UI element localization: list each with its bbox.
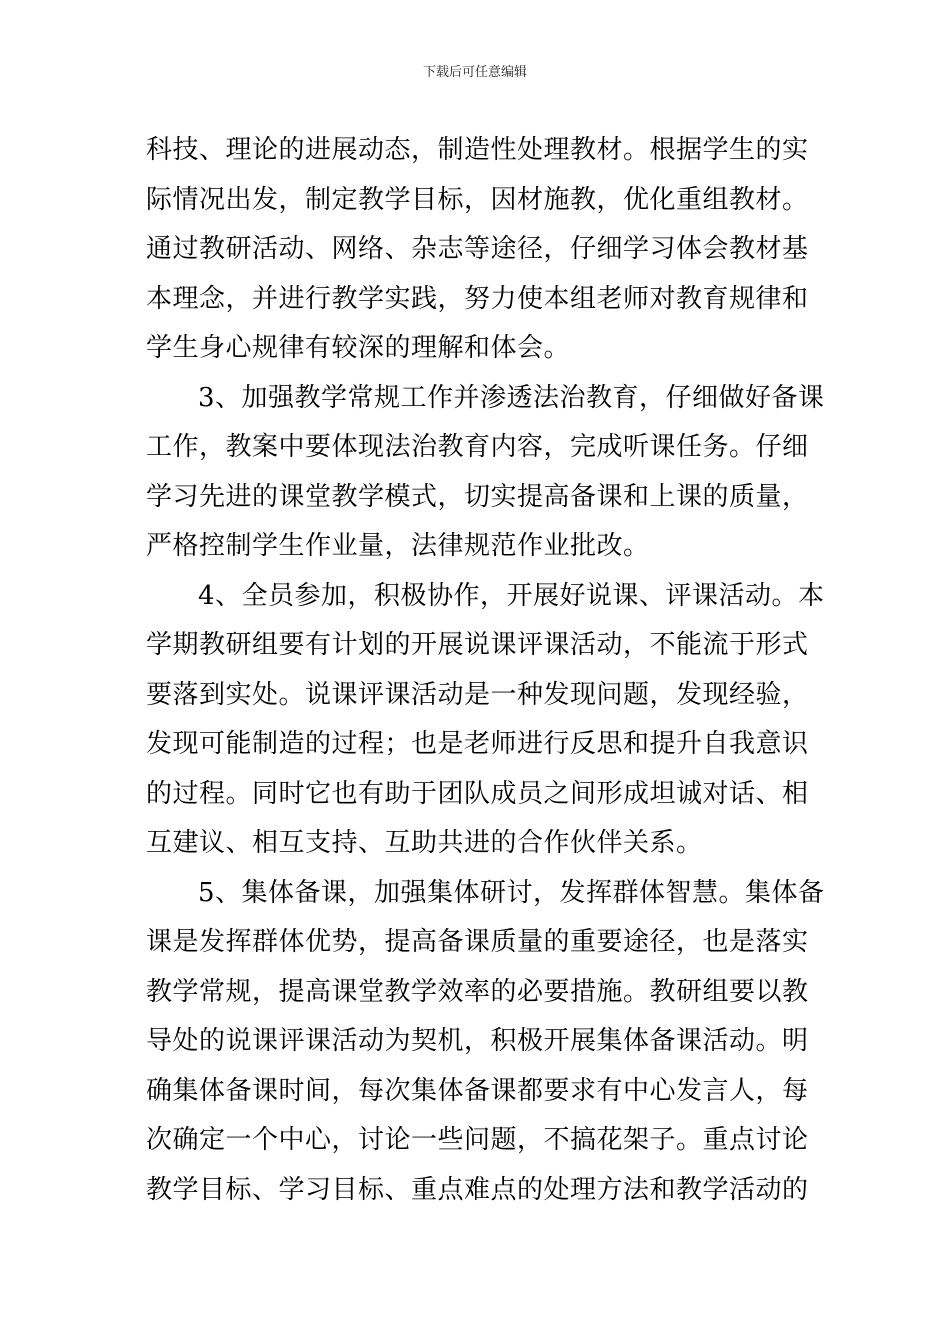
text-line: 学习先进的课堂教学模式，切实提高备课和上课的质量， xyxy=(146,481,809,512)
text-line: 工作，教案中要体现法治教育内容，完成听课任务。仔细 xyxy=(146,432,809,462)
text-line: 际情况出发，制定教学目标，因材施教，优化重组教材。 xyxy=(146,184,809,215)
text-line: 课是发挥群体优势，提高备课质量的重要途径，也是落实 xyxy=(146,927,809,957)
text-line: 互建议、相互支持、互助共进的合作伙伴关系。 xyxy=(146,828,703,858)
page-header-note: 下载后可任意编辑 xyxy=(422,65,527,80)
text-line: 教学目标、学习目标、重点难点的处理方法和教学活动的 xyxy=(146,1174,809,1205)
text-line: 确集体备课时间，每次集体备课都要求有中心发言人，每 xyxy=(146,1075,809,1106)
paragraph-4-first-line: 4、全员参加，积极协作，开展好说课、评课活动。本 xyxy=(198,580,825,611)
paragraph-3-first-line: 3、加强教学常规工作并渗透法治教育，仔细做好备课 xyxy=(198,382,825,413)
text-line: 学期教研组要有计划的开展说课评课活动，不能流于形式 xyxy=(146,630,809,660)
text-line: 教学常规，提高课堂教学效率的必要措施。教研组要以教 xyxy=(146,976,809,1007)
text-line: 通过教研活动、网络、杂志等途径，仔细学习体会教材基 xyxy=(146,234,809,264)
text-line: 发现可能制造的过程；也是老师进行反思和提升自我意识 xyxy=(146,729,809,759)
text-line: 导处的说课评课活动为契机，积极开展集体备课活动。明 xyxy=(146,1026,809,1056)
text-line: 学生身心规律有较深的理解和体会。 xyxy=(146,333,571,363)
text-line: 的过程。同时它也有助于团队成员之间形成坦诚对话、相 xyxy=(146,778,809,809)
text-line: 本理念，并进行教学实践，努力使本组老师对教育规律和 xyxy=(146,283,809,314)
document-body xyxy=(146,126,825,1215)
text-line: 次确定一个中心，讨论一些问题，不搞花架子。重点讨论 xyxy=(146,1125,809,1155)
text-line: 要落到实处。说课评课活动是一种发现问题，发现经验， xyxy=(146,679,809,710)
text-line: 严格控制学生作业量，法律规范作业批改。 xyxy=(146,531,650,561)
paragraph-5-first-line: 5、集体备课，加强集体研讨，发挥群体智慧。集体备 xyxy=(198,877,825,908)
text-line: 科技、理论的进展动态，制造性处理教材。根据学生的实 xyxy=(146,135,809,165)
